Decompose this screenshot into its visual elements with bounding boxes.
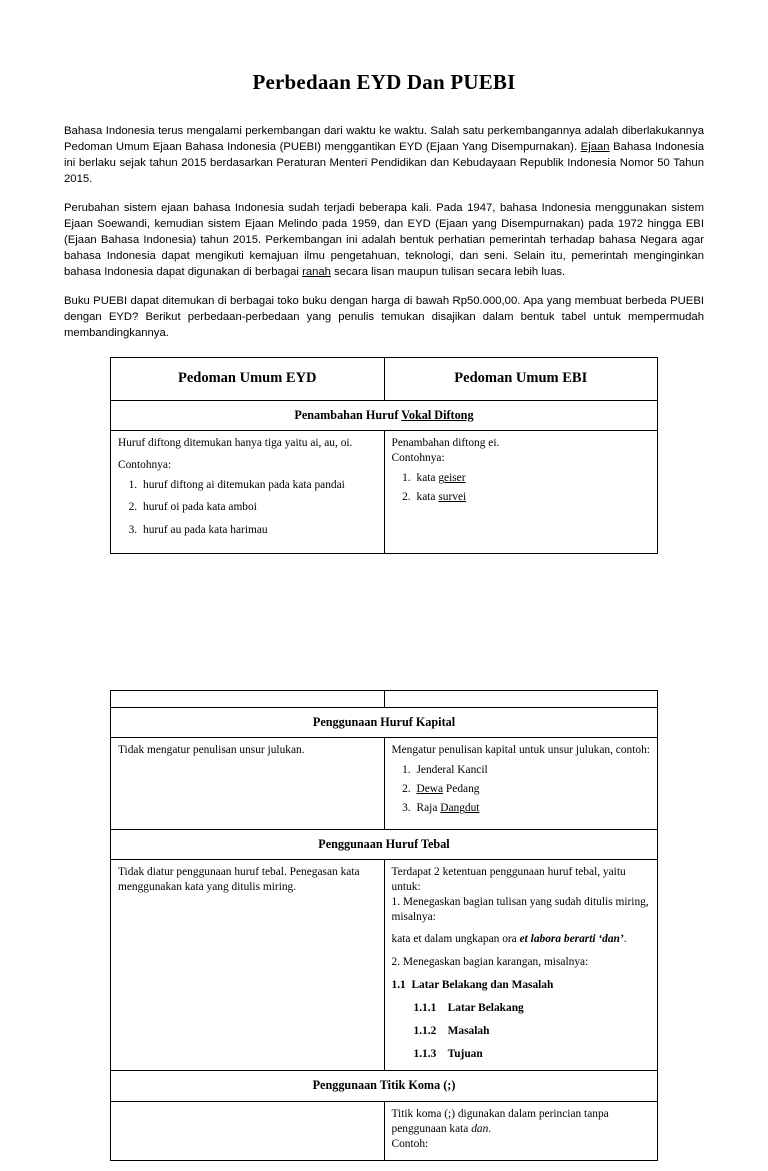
tebal-point-2: 2. Menegaskan bagian karangan, misalnya:: [391, 955, 589, 968]
intro-paragraph-1: Bahasa Indonesia terus mengalami perkembangan dari waktu ke waktu. Salah satu perkembangannya adalah diberlakukannya Pedoman Umum Ejaan Bahasa Indonesia (PUEBI) menggantikan EYD (Ejaan Yang Disempurnakan). Ejaan Bahasa Indonesia ini berlaku sejak tahun 2015 berdasarkan Peraturan Menteri Pendidikan dan Kebudayaan Republik Indonesia Nomor 50 Tahun 2015.: [64, 125, 704, 186]
tebal-cell-ebi: [384, 859, 658, 1071]
table-row-content: [111, 1101, 658, 1160]
list-item: 1. huruf diftong ai ditemukan pada kata pandai: [140, 478, 377, 493]
outline-number: 1.1.1: [413, 1001, 437, 1014]
list-item: 3. huruf au pada kata harimau: [140, 523, 377, 538]
outline-text: Masalah: [447, 1024, 490, 1037]
list-item: 2. huruf oi pada kata amboi: [140, 500, 377, 515]
table-row-section-title: [111, 1071, 658, 1101]
comparison-table-2: [110, 690, 658, 1161]
tebal-point-1: 1. Menegaskan bagian tulisan yang sudah ditulis miring, misalnya:: [391, 896, 649, 924]
page-gap: [64, 554, 704, 674]
kapital-cell-eyd: Tidak mengatur penulisan unsur julukan.: [111, 737, 385, 829]
table2-blank-right: [384, 690, 658, 707]
outline-number: 1.1.3: [413, 1048, 437, 1061]
list-item-prefix: kata: [416, 472, 439, 485]
kapital-intro: Mengatur penulisan kapital untuk unsur julukan, contoh:: [391, 743, 650, 756]
titikkoma-contoh-label: Contoh:: [391, 1137, 429, 1150]
list-item-text: Jenderal Kancil: [416, 764, 488, 777]
list-item-underlined: Dangdut: [440, 802, 480, 815]
outline-text: Latar Belakang: [447, 1001, 524, 1014]
table1-cell-eyd: [111, 430, 385, 553]
outline-number: 1.1.2: [413, 1024, 437, 1037]
list-item: [414, 471, 651, 486]
comparison-table-1: [110, 357, 658, 553]
line-suffix: .: [488, 1122, 492, 1135]
table-row-section-title: [111, 707, 658, 737]
table-row-section-title: [111, 829, 658, 859]
line-italic: dan: [471, 1122, 489, 1135]
term-ranah: ranah: [302, 266, 331, 279]
list-item: [414, 490, 651, 505]
outline-number: 1.1: [391, 978, 406, 991]
list-item-text: Pedang: [443, 783, 480, 796]
intro-paragraph-2: Perubahan sistem ejaan bahasa Indonesia sudah terjadi beberapa kali. Pada 1947, bahasa Indonesia menggunakan sistem Ejaan Soewandi, kemudian sistem Ejaan Melindo pada 1959, dan EYD (Ejaan yang Disempurnakan) pada 1972 hingga EBI (Ejaan Bahasa Indonesia) tahun 2015. Perkembangan ini adalah bentuk perhatian pemerintah terhadap bahasa Negara agar bahasa Indonesia dapat mengikuti kemajuan ilmu pengetahuan, teknologi, dan seni. Selain itu, pemerintah menginginkan bahasa Indonesia dapat digunakan di berbagai ranah secara lisan maupun tulisan secara lebih luas.: [64, 202, 704, 279]
page-title: Perbedaan EYD Dan PUEBI: [252, 70, 516, 94]
list-item-text: Raja: [416, 802, 441, 815]
table1-header-eyd: Pedoman Umum EYD: [111, 358, 385, 400]
ebi-contoh-label: Contohnya:: [391, 452, 445, 465]
table2-blank-left: [111, 690, 385, 707]
outline-heading-1-1-2: [414, 1024, 651, 1039]
list-item-underlined: Dewa: [416, 783, 444, 796]
table1-cell-ebi: [384, 430, 658, 553]
table-row-blank: [111, 690, 658, 707]
outline-heading-1-1-1: [414, 1001, 651, 1016]
table-row-section-title: [111, 400, 658, 430]
titikkoma-cell-eyd: [111, 1101, 385, 1160]
list-item: [414, 782, 651, 797]
example-bold: et labora berarti ‘dan’: [519, 933, 624, 946]
section-title-huruf-tebal: Penggunaan Huruf Tebal: [111, 829, 658, 859]
tebal-example-1: [392, 932, 651, 947]
section-title-vokal-diftong: [111, 400, 658, 430]
table-row-content: [111, 859, 658, 1071]
outline-text: Latar Belakang dan Masalah: [411, 978, 554, 991]
outline-heading-1-1: [392, 978, 651, 993]
section-title-text: Penambahan Huruf: [294, 407, 402, 422]
kapital-examples-list: [392, 763, 651, 816]
table-row-content: [111, 737, 658, 829]
section-title-huruf-kapital: Penggunaan Huruf Kapital: [111, 707, 658, 737]
line-prefix: Titik koma (;) digunakan dalam perincian tanpa penggunaan kata: [391, 1107, 609, 1135]
titikkoma-cell-ebi: [384, 1101, 658, 1160]
intro-paragraph-3: Buku PUEBI dapat ditemukan di berbagai toko buku dengan harga di bawah Rp50.000,00. Apa yang membuat berbeda PUEBI dengan EYD? Berikut perbedaan-perbedaan yang penulis temukan disajikan dalam bentuk tabel untuk mempermudah membandingkannya.: [64, 295, 704, 340]
list-item-prefix: kata: [416, 491, 439, 504]
ebi-intro: Penambahan diftong ei.: [391, 436, 500, 449]
tebal-intro: Terdapat 2 ketentuan penggunaan huruf tebal, yaitu untuk:: [391, 865, 626, 893]
section-title-titik-koma: Penggunaan Titik Koma (;): [111, 1071, 658, 1101]
example-suffix: .: [623, 933, 627, 946]
list-item: [414, 801, 651, 816]
table-row-headers: [111, 358, 658, 400]
table1-header-ebi: Pedoman Umum EBI: [384, 358, 658, 400]
outline-heading-1-1-3: [414, 1047, 651, 1062]
tebal-cell-eyd: Tidak diatur penggunaan huruf tebal. Penegasan kata menggunakan kata yang ditulis miring.: [111, 859, 385, 1071]
kapital-cell-ebi: [384, 737, 658, 829]
titikkoma-line-1: [392, 1107, 651, 1137]
table-row-content: [111, 430, 658, 553]
list-item-underlined: survei: [438, 491, 467, 504]
ebi-examples-list: [392, 471, 651, 505]
section-title-underlined: Vokal Diftong: [401, 407, 474, 422]
eyd-intro: Huruf diftong ditemukan hanya tiga yaitu ai, au, oi.: [118, 436, 353, 449]
eyd-contoh-label: Contohnya:: [118, 459, 172, 472]
term-ejaan: Ejaan: [580, 141, 610, 154]
eyd-examples-list: [118, 478, 377, 537]
example-prefix: kata et dalam ungkapan ora: [391, 933, 520, 946]
list-item: [414, 763, 651, 778]
outline-text: Tujuan: [447, 1048, 483, 1061]
list-item-underlined: geiser: [438, 472, 466, 485]
